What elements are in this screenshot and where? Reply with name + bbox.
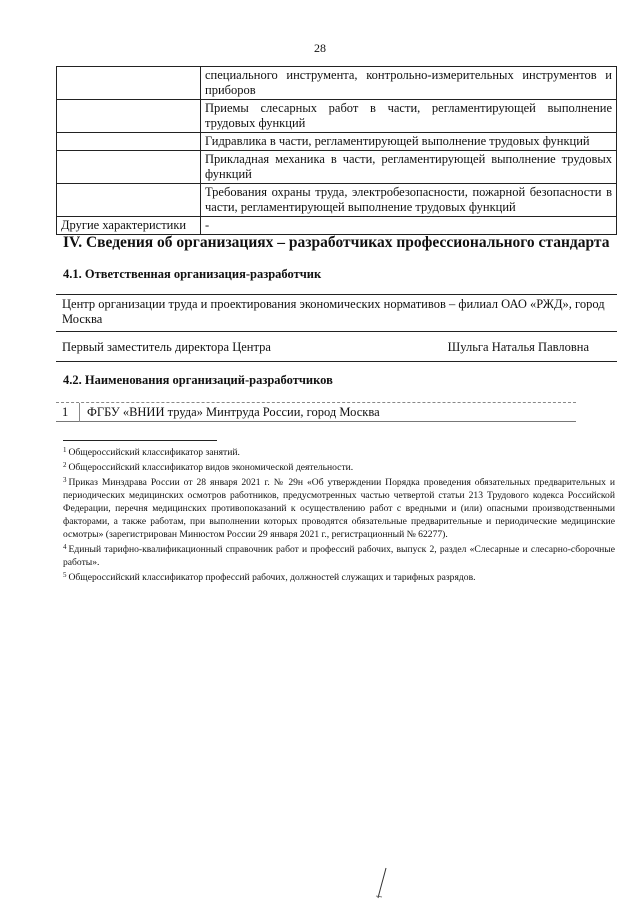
footnote-mark: 1 (63, 446, 67, 454)
requirements-table (56, 66, 617, 235)
page-number: 28 (314, 41, 326, 55)
footnote-text: Общероссийский классификатор видов экономической деятельности. (68, 462, 354, 473)
signatory-name: Шульга Наталья Павловна (447, 340, 589, 354)
footnotes (63, 444, 615, 584)
footnote-mark: 5 (63, 571, 67, 579)
responsible-heading: 4.1. Ответственная организация-разработчик (63, 267, 322, 281)
table-cell-label (57, 151, 201, 184)
table-cell-value: Прикладная механика в части, регламентирующей выполнение трудовых функций (201, 151, 617, 184)
responsible-org-name: Центр организации труда и проектирования экономических нормативов – филиал ОАО «РЖД», город Москва (56, 295, 617, 332)
table-row (57, 133, 617, 151)
footnote-mark: 3 (63, 476, 67, 484)
footnote (63, 474, 615, 541)
footnote (63, 569, 615, 584)
footnote (63, 541, 615, 569)
developer-row (56, 402, 576, 422)
table-cell-label (57, 133, 201, 151)
table-cell-value: - (201, 217, 617, 235)
table-cell-value: Требования охраны труда, электробезопасности, пожарной безопасности в части, регламентирующей выполнение трудовых функций (201, 184, 617, 217)
footnote (63, 444, 615, 459)
footnote-text: Единый тарифно-квалификационный справочник работ и профессий рабочих, выпуск 2, раздел «Слесарные и слесарно-сборочные работы». (63, 544, 615, 568)
responsible-org-box (56, 294, 617, 362)
footnote-text: Приказ Минздрава России от 28 января 2021 г. № 29н «Об утверждении Порядка проведения обязательных предварительных и периодических медицинских осмотров работников, предусмотренных частью четвертой статьи 213 Трудового кодекса Российской Федерации, перечня медицинских противопоказаний к осуществлению работ с вредными и (или) опасными производственными факторами, а также работам, при выполнении которых проводятся обязательные предварительные и периодические медицинские осмотры» (зарегистрирован Минюстом России 29 января 2021 г., регистрационный № 62277). (63, 477, 615, 540)
table-cell-label: Другие характеристики (57, 217, 201, 235)
table-cell-label (57, 67, 201, 100)
footnote (63, 459, 615, 474)
section-title: IV. Сведения об организациях – разработчиках профессионального стандарта (63, 234, 610, 251)
developer-name: ФГБУ «ВНИИ труда» Минтруда России, город Москва (87, 405, 380, 419)
footnote-text: Общероссийский классификатор занятий. (68, 447, 240, 458)
footnote-separator (63, 440, 217, 441)
footnote-text: Общероссийский классификатор профессий рабочих, должностей служащих и тарифных разрядов. (68, 572, 476, 583)
table-cell-value: Гидравлика в части, регламентирующей выполнение трудовых функций (201, 133, 617, 151)
pen-stroke-mark (372, 866, 392, 900)
signatory-position: Первый заместитель директора Центра (62, 340, 271, 354)
table-cell-label (57, 184, 201, 217)
table-row (57, 151, 617, 184)
responsible-signatory (56, 332, 617, 361)
table-row (57, 67, 617, 100)
footnote-mark: 2 (63, 461, 67, 469)
table-row (57, 184, 617, 217)
developers-heading: 4.2. Наименования организаций-разработчиков (63, 373, 333, 387)
table-row (57, 100, 617, 133)
table-cell-label (57, 100, 201, 133)
table-cell-value: Приемы слесарных работ в части, регламентирующей выполнение трудовых функций (201, 100, 617, 133)
table-row (57, 217, 617, 235)
footnote-mark: 4 (63, 543, 67, 551)
developer-number: 1 (62, 405, 69, 419)
table-cell-value: специального инструмента, контрольно-измерительных инструментов и приборов (201, 67, 617, 100)
column-divider (79, 403, 80, 422)
